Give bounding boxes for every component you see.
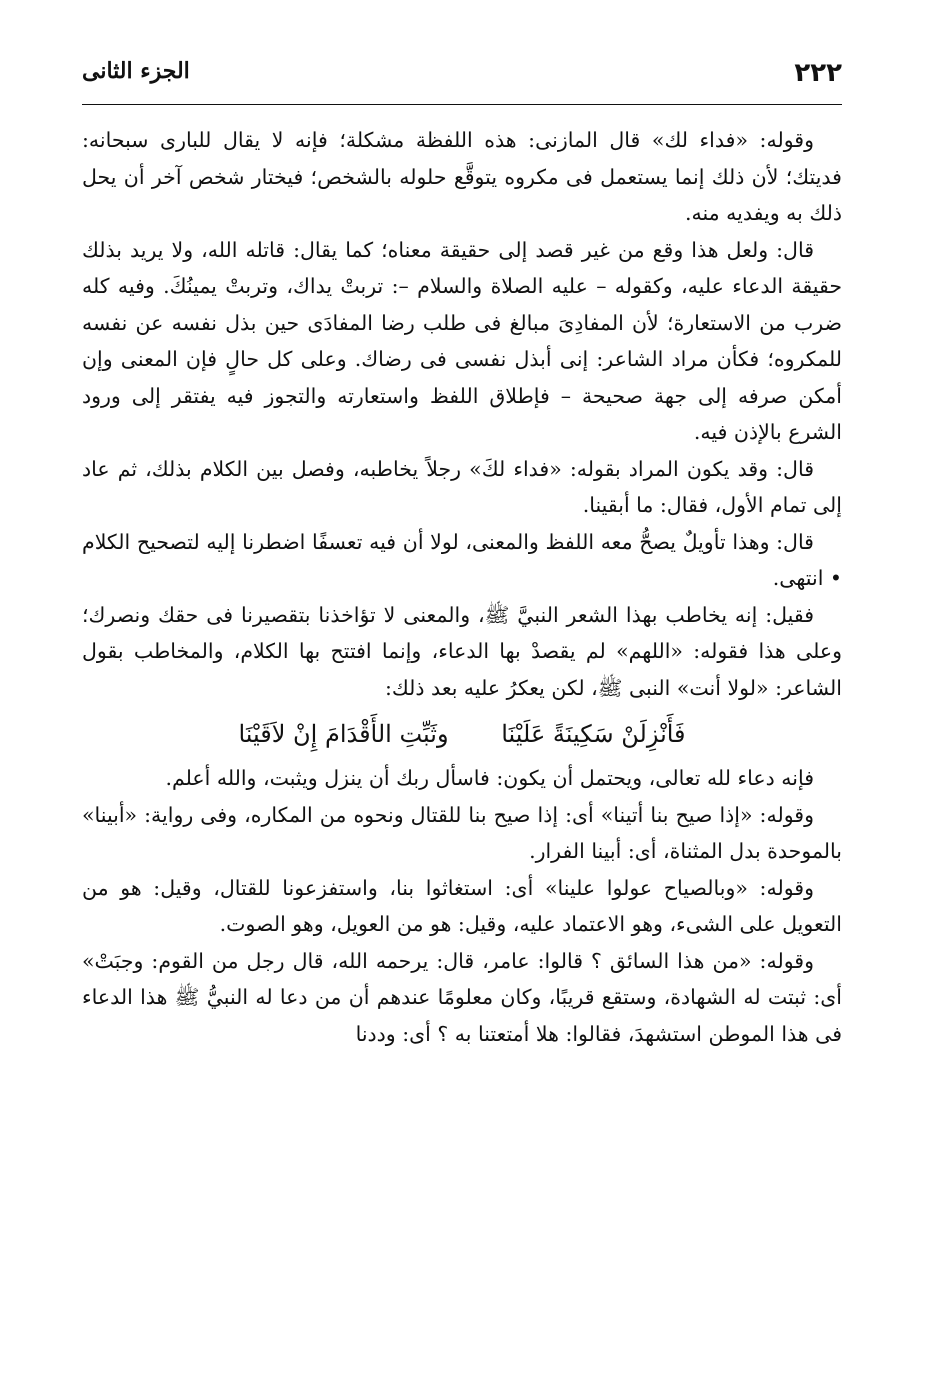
- paragraph: وقوله: «من هذا السائق ؟ قالوا: عامر، قال: يرحمه الله، قال رجل من القوم: وجبَتْ» أى: ثبتت له الشهادة، وستقع قريبًا، وكان معلومًا عندهم أن من دعا له النبيُّ ﷺ هذا الدعاء فى هذا الموطن استشهدَ، فقالوا: هلا أمتعتنا به ؟ أى: وددنا: [82, 948, 842, 1046]
- header-divider: [82, 104, 842, 105]
- paragraph: فإنه دعاء لله تعالى، ويحتمل أن يكون: فاسأل ربك أن ينزل ويثبت، والله أعلم.: [165, 766, 814, 790]
- paragraph: وقوله: «وبالصياح عولوا علينا» أى: استغاثوا بنا، واستفزعونا للقتال، وقيل: هو من التعويل على الشىء، وهو الاعتماد عليه، وقيل: هو من العويل، وهو الصوت.: [82, 875, 842, 936]
- page-number: ٢٢٢: [794, 58, 842, 88]
- verse-right-hemistich: فَأَنْزِلَنْ سَكِينَةً عَلَيْنَا: [501, 720, 686, 748]
- paragraph: قال: ولعل هذا وقع من غير قصد إلى حقيقة معناه؛ كما يقال: قاتله الله، ولا يريد بذلك حقيقة الدعاء عليه، وكقوله – عليه الصلاة والسلام –: تربتْ يداك، وتربتْ يمينُكَ. وفيه كله ضرب من الاستعارة؛ لأن المفادِىَ مبالغ فى طلب رضا المفادَى حين بذل نفسه عن نفسه للمكروه؛ فكأن مراد الشاعر: إنى أبذل نفسى فى رضاك. وعلى كل حالٍ فإن المعنى وإن أمكن صرفه إلى جهة صحيحة – فإطلاق اللفظ واستعارته والتجوز فيه يفتقر إلى ورود الشرع بالإذن فيه.: [82, 237, 842, 444]
- verse-left-hemistich: وثَبِّتِ الأَقْدَامَ إِنْ لاَقَيْنَا: [238, 720, 449, 748]
- main-text: [82, 122, 842, 1052]
- poetry-verse: [82, 714, 842, 754]
- paragraph: قال: وهذا تأويلٌ يصحُّ معه اللفظ والمعنى، لولا أن فيه تعسفًا اضطرنا إليه لتصحيح الكلام • انتهى.: [82, 529, 842, 590]
- running-title: الجزء الثانى: [82, 58, 190, 84]
- page-header: [82, 52, 842, 100]
- paragraph: فقيل: إنه يخاطب بهذا الشعر النبيَّ ﷺ، والمعنى لا تؤاخذنا بتقصيرنا فى حقك ونصرك؛ وعلى هذا فقوله: «اللهم» لم يقصدْ بها الدعاء، وإنما افتتح بها الكلام، والمخاطب بقول الشاعر: «لولا أنت» النبى ﷺ، لكن يعكرُ عليه بعد ذلك:: [82, 602, 842, 700]
- paragraph: وقوله: «إذا صيح بنا أتينا» أى: إذا صيح بنا للقتال ونحوه من المكاره، وفى رواية: «أبينا» بالموحدة بدل المثناة، أى: أبينا الفرار.: [82, 802, 842, 863]
- paragraph: قال: وقد يكون المراد بقوله: «فداء لكَ» رجلاً يخاطبه، وفصل بين الكلام بذلك، ثم عاد إلى تمام الأول، فقال: ما أبقينا.: [82, 456, 842, 517]
- paragraph: وقوله: «فداء لك» قال المازنى: هذه اللفظة مشكلة؛ فإنه لا يقال للبارى سبحانه: فديتك؛ لأن ذلك إنما يستعمل فى مكروه يتوقَّع حلوله بالشخص؛ فيختار شخص آخر أن يحل ذلك به ويفديه منه.: [82, 128, 842, 225]
